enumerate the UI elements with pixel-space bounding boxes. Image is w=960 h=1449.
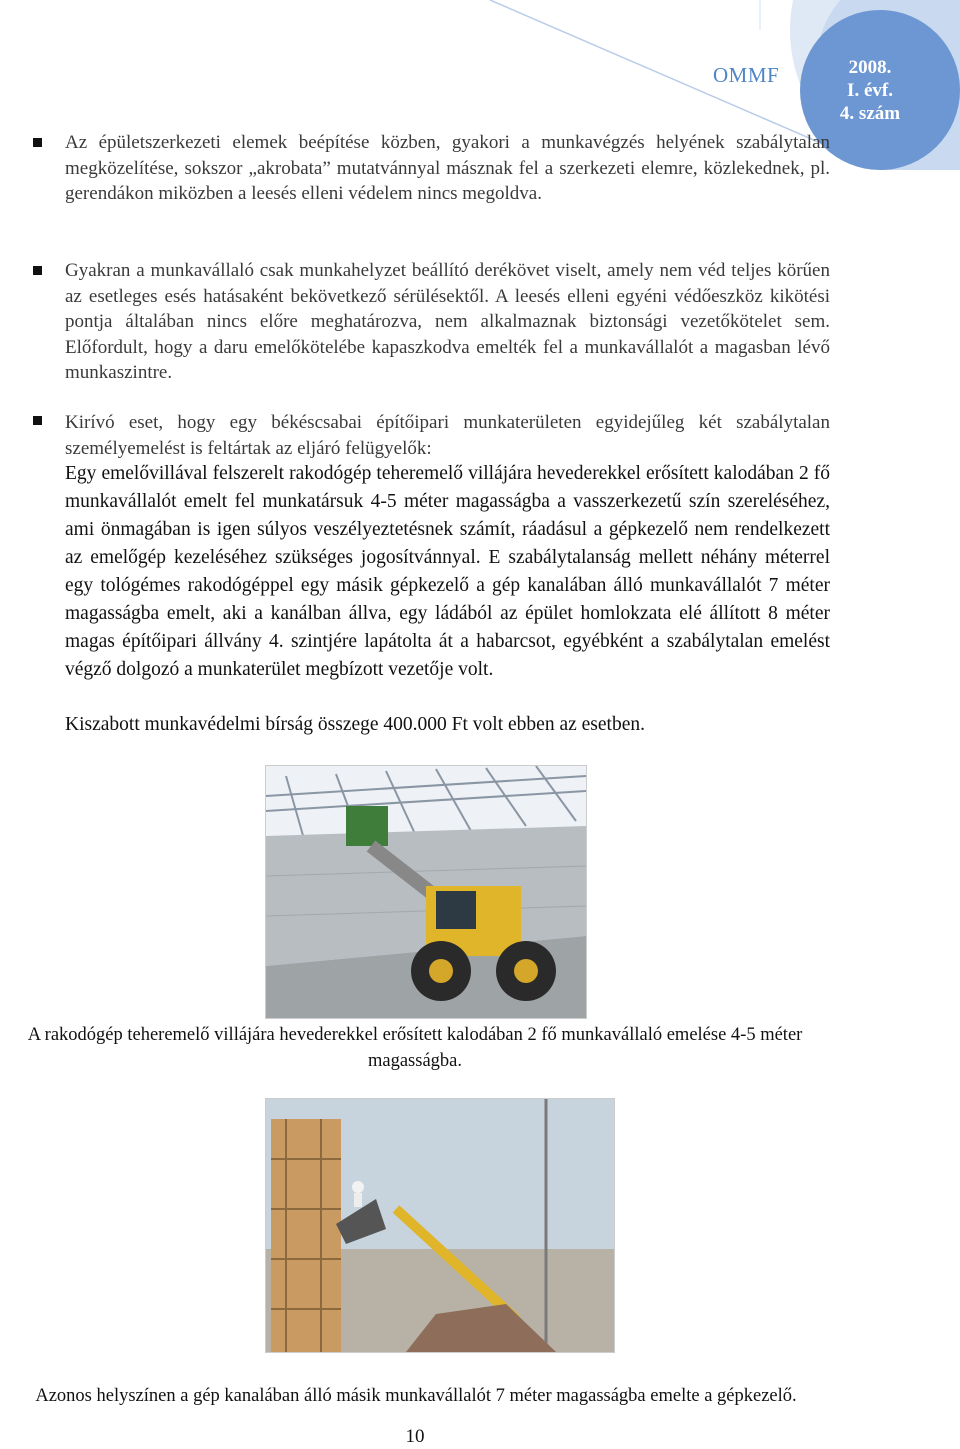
bullet-paragraph-3: Kirívó eset, hogy egy békéscsabai építőipari munkaterületen egyidejűleg két szabálytalan személyemelést is feltártak az eljáró felügyelők: [65, 412, 830, 459]
bullet-paragraph-2: Gyakran a munkavállaló csak munkahelyzet beállító derékövet viselt, amely nem véd teljes körűen az esetleges esés hatásaként bekövetkező sérülésektől. A leesés elleni egyéni védőeszköz kikötési pontja általában nincs előre meghatározva, nem alkalmaznak biztonsági vezetőkötelet sem. Előfordult, hogy a daru emelőkötelébe kapaszkodva emelték fel a munkavállalót a magasban lévő munkaszintre. [65, 260, 830, 383]
photo-scaffold-illustration [266, 1099, 614, 1352]
issue-year: 2008. [848, 57, 892, 78]
fine-statement: Kiszabott munkavédelmi bírság összege 400.000 Ft volt ebben az esetben. [65, 714, 645, 735]
photo-telehandler-cage [265, 765, 587, 1019]
issue-number: 4. szám [839, 103, 901, 124]
bullet-icon [33, 416, 42, 425]
bullet-paragraph-1: Az épületszerkezeti elemek beépítése közben, gyakori a munkavégzés helyének szabálytalan megközelítése, sokszor „akrobata” mutatvánnyal másznak fel a szerkezeti elemre, közlekednek, pl. gerendákon miközben a leesés elleni védelem nincs megoldva. [65, 132, 830, 204]
brand-logo-text: OMMF [713, 63, 780, 87]
photo-telehandler-illustration [266, 766, 586, 1018]
page-number: 10 [405, 1426, 425, 1447]
case-description: Egy emelővillával felszerelt rakodógép teheremelő villájára hevederekkel erősített kalodában 2 fő munkavállalót emelt fel munkatársuk 4-5 méter magasságba a vasszerkezetű szín szereléséhez, ami önmagában is igen súlyos veszélyeztetésnek számít, ráadásul a gépkezelő nem rendelkezett az emelőgép kezeléséhez szükséges jogosítvánnyal. E szabálytalanság mellett néhány méterrel egy tológémes rakodógéppel egy másik gépkezelő a gép kanalában álló munkavállalót 7 méter magasságba emelt, aki a kanálban állva, egy ládából az épület homlokzata elé állított 8 méter magas építőipari állvány 4. szintjére lapátolta át a habarcsot, egyébként a szabálytalan emelést végző dolgozó a munkaterület megbízott vezetője volt. [65, 463, 830, 680]
issue-volume: I. évf. [847, 80, 893, 101]
photo-caption-2: Azonos helyszínen a gép kanalában álló másik munkavállalót 7 méter magasságba emelte a gépkezelő. [35, 1386, 797, 1406]
bullet-icon [33, 266, 42, 275]
issue-badge [820, 56, 920, 125]
photo-scaffold-bucket [265, 1098, 615, 1353]
photo-caption-1: A rakodógép teheremelő villájára hevederekkel erősített kalodában 2 fő munkavállaló emelése 4-5 méter magasságba. [27, 1025, 803, 1071]
bullet-icon [33, 138, 42, 147]
